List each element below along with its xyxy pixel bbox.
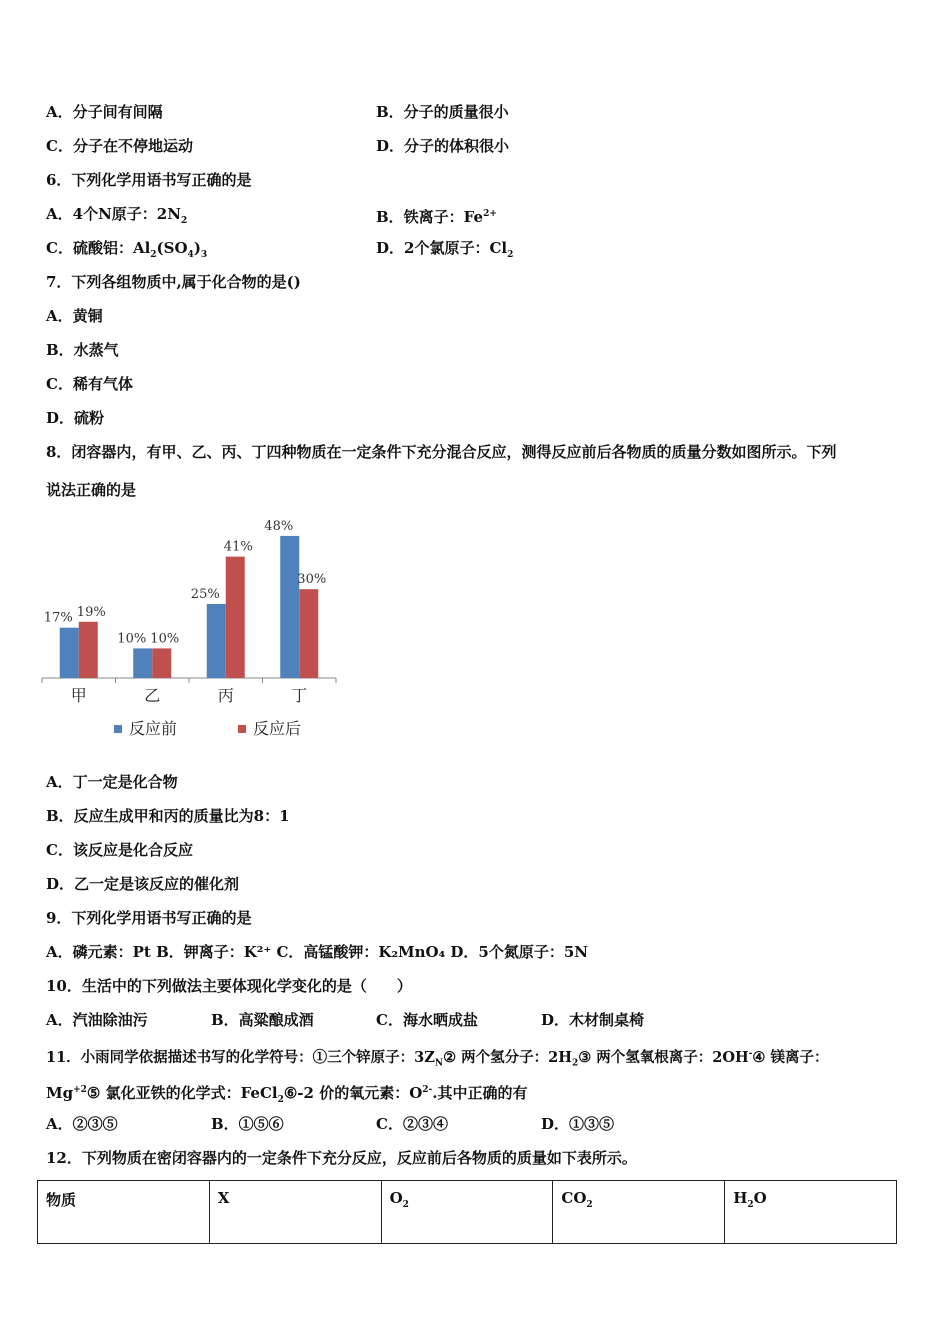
q7-option-d: D．硫粉 bbox=[46, 409, 105, 427]
q7-option-c: C．稀有气体 bbox=[46, 375, 133, 393]
q8-option-b: B．反应生成甲和丙的质量比为8：1 bbox=[46, 807, 290, 825]
q8-stem-line2: 说法正确的是 bbox=[46, 481, 137, 499]
q10-option-b: B．高粱酿成酒 bbox=[211, 1011, 314, 1029]
q10-option-c: C．海水晒成盐 bbox=[376, 1011, 478, 1029]
q5-option-c: C．分子在不停地运动 bbox=[46, 137, 193, 155]
q6-option-d: D．2个氯原子：$Cl_2$ bbox=[376, 239, 514, 260]
q5-option-a: A．分子间有间隔 bbox=[46, 103, 163, 121]
table-header-o2: $O_2$ bbox=[381, 1181, 553, 1244]
category-label: 丙 bbox=[217, 686, 234, 705]
table-header-h2o: $H_2O$ bbox=[725, 1181, 897, 1244]
category-label: 乙 bbox=[144, 686, 161, 705]
q6-stem: 6．下列化学用语书写正确的是 bbox=[46, 171, 252, 189]
q11-stem-line2: $Mg^{+2}⑤$ 氯化亚铁的化学式：FeCl$_2$⑥-2 价的氧元素：$O^{2-}$.其中正确的有 bbox=[46, 1084, 528, 1105]
q11-option-a: A．②③⑤ bbox=[46, 1115, 118, 1133]
legend-swatch bbox=[238, 725, 246, 733]
q12-mass-table bbox=[37, 1180, 897, 1244]
bar-before bbox=[280, 536, 299, 678]
q9-options: A．磷元素：Pt B．钾离子：K²⁺ C．高锰酸钾：K₂MnO₄ D．5个氮原子：5N bbox=[46, 943, 589, 961]
q11-option-d: D．①③⑤ bbox=[541, 1115, 615, 1133]
data-label: 10% bbox=[117, 631, 147, 647]
q9-stem: 9．下列化学用语书写正确的是 bbox=[46, 909, 252, 927]
table-row bbox=[38, 1181, 897, 1244]
data-label: 17% bbox=[43, 610, 73, 626]
q8-option-a: A．丁一定是化合物 bbox=[46, 773, 178, 791]
category-label: 甲 bbox=[70, 686, 87, 705]
table-header-substance: 物质 bbox=[38, 1181, 210, 1244]
mass-fraction-bar-chart bbox=[38, 512, 358, 752]
q5-option-d: D．分子的体积很小 bbox=[376, 137, 510, 155]
data-label: 48% bbox=[264, 518, 294, 534]
q11-option-b: B．①⑤⑥ bbox=[211, 1115, 284, 1133]
bar-after bbox=[299, 589, 318, 678]
data-label: 30% bbox=[297, 572, 327, 588]
q6-option-a: A．4个N原子：$2N_2$ bbox=[46, 205, 188, 226]
q7-stem: 7．下列各组物质中,属于化合物的是() bbox=[46, 273, 301, 291]
q5-option-b: B．分子的质量很小 bbox=[376, 103, 509, 121]
bar-after bbox=[152, 648, 171, 678]
bar-before bbox=[207, 604, 226, 678]
q6-option-b: B．铁离子：$Fe^{2+}$ bbox=[376, 208, 497, 226]
q10-option-d: D．木材制桌椅 bbox=[541, 1011, 645, 1029]
bar-before bbox=[60, 628, 79, 678]
q6-option-c: C．硫酸铝：$Al_2(SO_4)_3$ bbox=[46, 239, 208, 260]
q8-stem-line1: 8．闭容器内，有甲、乙、丙、丁四种物质在一定条件下充分混合反应，测得反应前后各物质的质量分数如图所示。下列 bbox=[46, 443, 837, 461]
q10-stem: 10．生活中的下列做法主要体现化学变化的是（ ） bbox=[46, 977, 412, 995]
table-header-co2: $CO_2$ bbox=[553, 1181, 725, 1244]
table-header-x: X bbox=[209, 1181, 381, 1244]
data-label: 10% bbox=[150, 631, 180, 647]
bar-after bbox=[226, 557, 245, 678]
bar-before bbox=[133, 648, 152, 678]
q8-option-c: C．该反应是化合反应 bbox=[46, 841, 193, 859]
legend-label: 反应前 bbox=[129, 719, 178, 738]
bar-after bbox=[79, 622, 98, 678]
q11-option-c: C．②③④ bbox=[376, 1115, 448, 1133]
data-label: 25% bbox=[190, 587, 220, 602]
q8-option-d: D．乙一定是该反应的催化剂 bbox=[46, 875, 240, 893]
category-label: 丁 bbox=[291, 686, 308, 705]
q7-option-b: B．水蒸气 bbox=[46, 341, 119, 359]
data-label: 41% bbox=[223, 539, 253, 555]
q12-stem: 12．下列物质在密闭容器内的一定条件下充分反应，反应前后各物质的质量如下表所示。 bbox=[46, 1149, 637, 1167]
legend-label: 反应后 bbox=[253, 719, 302, 738]
q11-stem-line1: 11．小雨同学依据描述书写的化学符号：①三个锌原子：$3Z_N②$ 两个氢分子：$2H_2③$ 两个氢氧根离子：2OH-④ 镁离子： bbox=[46, 1048, 829, 1069]
data-label: 19% bbox=[76, 604, 106, 620]
q10-option-a: A．汽油除油污 bbox=[46, 1011, 148, 1029]
legend-swatch bbox=[114, 725, 122, 733]
q7-option-a: A．黄铜 bbox=[46, 307, 103, 325]
